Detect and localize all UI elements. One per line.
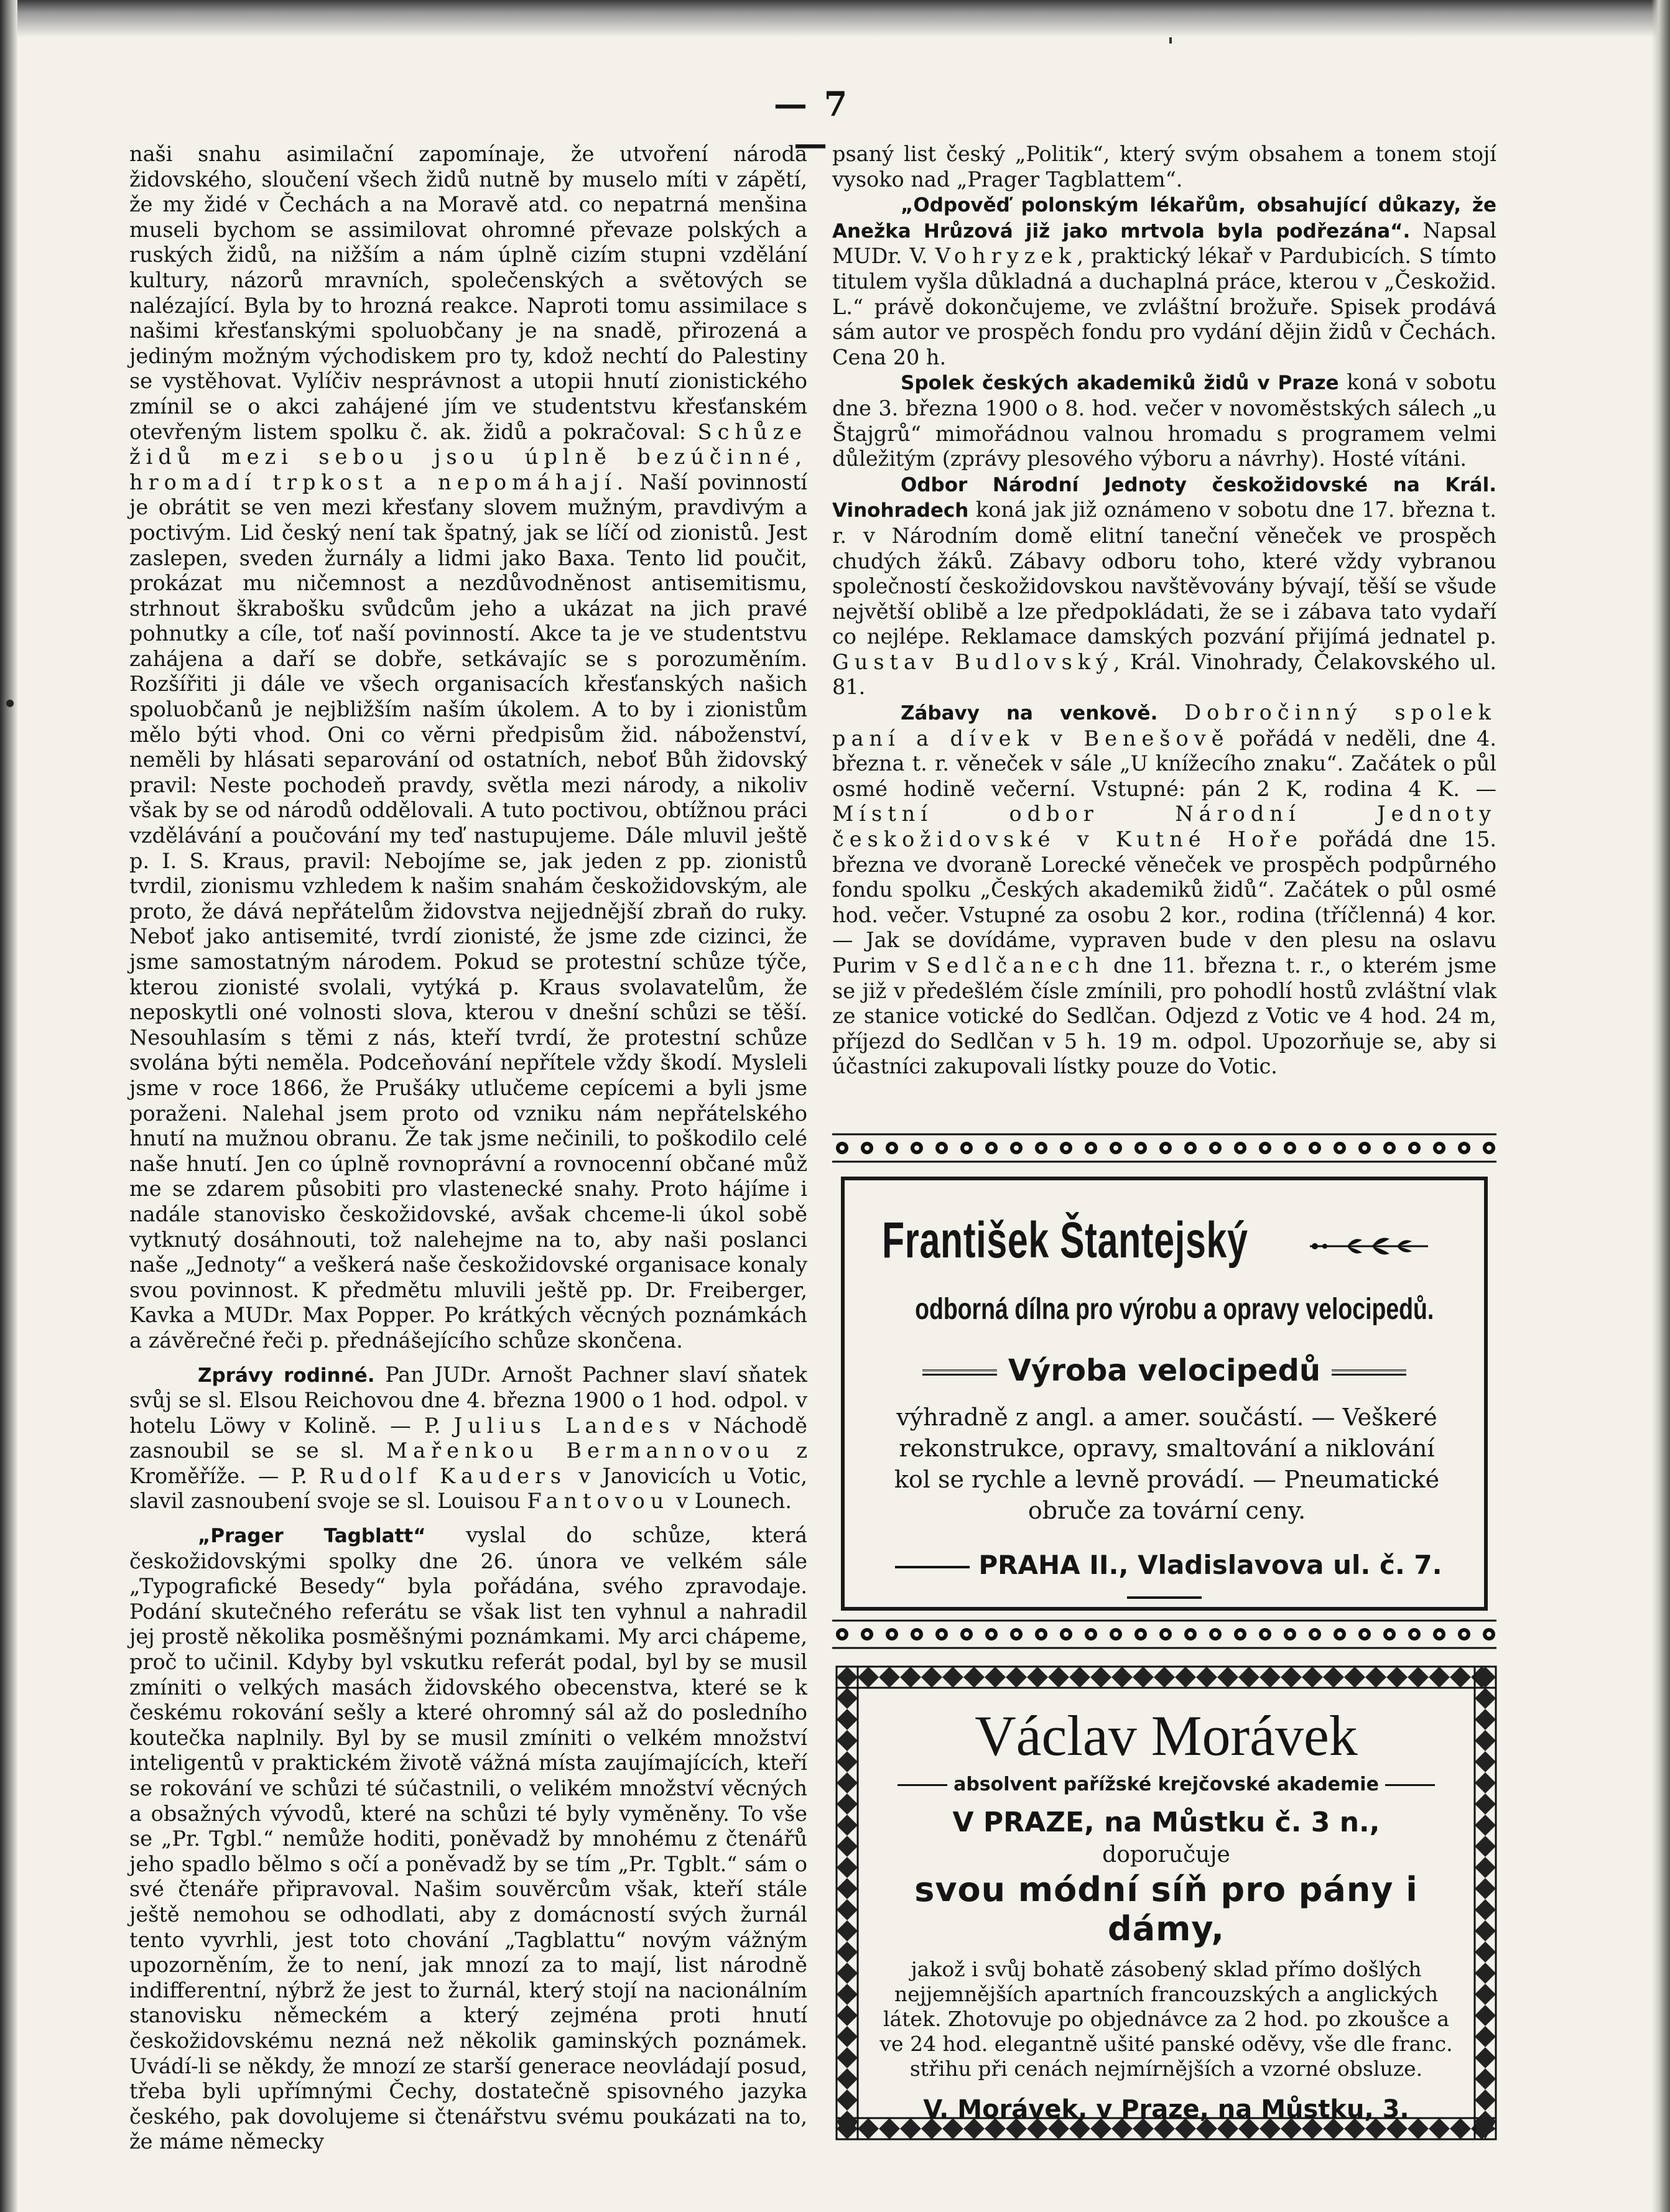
workshop-subtitle: odborná dílna pro výrobu a opravy velocipedů. xyxy=(915,1293,1434,1326)
page-left-shadow xyxy=(0,0,17,2212)
prager-tagblatt-heading: „Prager Tagblatt“ xyxy=(198,1525,426,1548)
spaced-quote: Schůze židů mezi sebou jsou úplně bezúčinné, hromadí trpkost a nepomáhají. xyxy=(129,419,807,494)
brochure-title-heading: „Odpověď polonským lékařům, obsahující důkazy, že Anežka Hrůzová již jako mrtvola byla podřezána“. xyxy=(832,194,1496,243)
production-headline: Výroba velocipedů xyxy=(845,1353,1484,1388)
ornament-frame-top xyxy=(837,1667,1496,1688)
ornament-border-bottom xyxy=(832,1617,1496,1652)
vohryzek-brochure-paragraph: „Odpověď polonským lékařům, obsahující důkazy, že Anežka Hrůzová již jako mrtvola byla podřezána“. Napsal MUDr. V. Vohryzek, praktický lékař v Pardubicích. S tímto titulem vyšla důkladná a duchaplná práce, kterou v „Českožid. L.“ právě dokončujeme, ve zvláštní brožuře. Spisek prodává sám autor ve prospěch fondu pro vydání dějin židů v Čechách. Cena 20 h. xyxy=(832,194,1496,369)
tailor-advertisement xyxy=(837,1667,1496,2139)
tailor-signature: V. Morávek, v Praze, na Můstku, 3. xyxy=(923,2095,1409,2124)
tailor-recommends: doporučuje xyxy=(1102,1842,1230,1867)
vinohrady-branch-heading: Odbor Národní Jednoty českožidovské na Král. Vinohradech xyxy=(832,473,1496,522)
vinohrady-branch-paragraph: Odbor Národní Jednoty českožidovské na Král. Vinohradech koná jak již oznámeno v sobotu dne 17. března t. r. v Národním domě elitní taneční věneček ve prospěch chudých žáků. Zábavy odboru toho, které vždy vybranou společností českožidovskou navštěvovány bývají, těší se všude největší oblibě a lze předpokládati, že se i zábava tato vydaří co nejlépe. Reklamace damských pozvání přijímá jednatel p. Gustav Budlovský, Král. Vinohrady, Čelakovského ul. 81. xyxy=(832,473,1496,700)
binding-hole-mark xyxy=(6,700,14,707)
tailor-tagline: absolvent pařížské krejčovské akademie xyxy=(874,1774,1459,1795)
politik-continuation: psaný list český „Politik“, který svým obsahem a tonem stojí vysoko nad „Prager Tagblattem“. xyxy=(832,142,1496,192)
workshop-description: výhradně z angl. a amer. součástí. — Veškeré rekonstrukce, opravy, smaltování a niklování kol se rychle a levně provádí. — Pneumatické obruče za tovární ceny. xyxy=(894,1404,1440,1524)
academics-society-paragraph: Spolek českých akademiků židů v Praze koná v sobotu dne 3. března 1900 o 8. hod. večer v novoměstských sálech „u Štajgrů“ mimořádnou valnou hromadu s programem velmi důležitým (zprávy plesového výboru a návrhy). Hosté vítáni. xyxy=(832,370,1496,471)
ornament-frame-left xyxy=(837,1667,858,2139)
print-mark xyxy=(1169,37,1172,44)
page-right-shadow xyxy=(1651,0,1670,2212)
advertiser-name: František Štantejský xyxy=(882,1212,1248,1269)
workshop-address: PRAHA II., Vladislavova ul. č. 7. xyxy=(845,1550,1484,1611)
tailor-description: jakož i svůj bohatě zásobený sklad přímo došlých nejjemnějších apartních francouzských a anglických látek. Zhotovuje po objednávce za 2 hod. po zkoušce a ve 24 hod. elegantně ušité panské oděvy, vše dle franc. střihu při cenách nejmírnějších a vzorné obsluze. xyxy=(879,1957,1453,2081)
academics-society-heading: Spolek českých akademiků židů v Praze xyxy=(901,372,1339,395)
country-events-paragraph: Zábavy na venkově. Dobročinný spolek paní a dívek v Benešově pořádá v neděli, dne 4. března t. r. věneček v sále „U knížecího znaku“. Začátek o půl osmé hodině večerní. Vstupné: pán 2 K, rodina 4 K. — Místní odbor Národní Jednoty českožidovské v Kutné Hoře pořádá dne 15. března ve dvoraně Lorecké věneček ve prospěch podpůrného fondu spolku „Českých akademiků židů“. Začátek o půl osmé hod. večer. Vstupné za osobu 2 kor., rodina (tříčlenná) 4 kor. — Jak se dovídáme, vypraven bude v den plesu na oslavu Purim v Sedlčanech dne 11. března t. r., o kterém jsme se již v předešlém čísle zmínili, pro pohodlí hostů zvláštní vlak ze stanice votické do Sedlčan. Odjezd z Votic ve 4 hod. 24 m, příjezd do Sedlčan v 5 h. 19 m. odpol. Upozorňuje se, aby si účastníci zakupovali lístky pouze do Votic. xyxy=(832,700,1497,1079)
page-number: — 7 — xyxy=(773,84,850,164)
left-column xyxy=(129,142,807,2154)
ornament-frame-right xyxy=(1475,1667,1496,2139)
bicycle-workshop-advertisement xyxy=(841,1177,1488,1611)
prager-tagblatt-paragraph: „Prager Tagblatt“ vyslal do schůze, která českožidovskými spolky dne 26. února ve velkém sále „Typografické Besedy“ byla pořádána, svého zpravodaje. Podání skutečného referátu se však list ten vyhnul a nahradil jej prostě několika posměšnými poznámkami. My arci chápeme, proč to učinil. Kdyby byl vskutku referát podal, byl by se musil zmíniti o velkých masách židovského obecenstva, které se k českému rokování sešly a které ohromný sál až do posledního koutečka naplnily. Byl by se musil zmíniti o velkém množství inteligentů v praktickém životě vážná místa zaujímajících, kteří se rokování ve schůzi té súčastnili, o velikém množství věcných a obsažných vývodů, které na schůzi té byly vyměněny. To vše se „Pr. Tgbl.“ nemůže hoditi, poněvadž by mnohému z čtenářů jeho spadlo bělmo s očí a poněvadž by se tím „Pr. Tgblt.“ sám o své čtenáře připravoval. Našim souvěrcům však, kteří stále ještě nemohou se odhodlati, aby z domácností svých žurnál tento vyvrhli, jest toto chování „Tagblattu“ novým vážným upozorněním, že to není, jak mnozí za to mají, list národně indifferentní, nýbrž že jest to žurnál, který stojí na nacionálním stanovisku německém a který zejména proti hnutí českožidovskému nezná než několik gaminských poznámek. Uvádí-li se někdy, že mnozí ze starší generace neovládají posud, třeba byli upřímnými Čechy, dostatečně spisovného jazyka českého, pak dovolujeme si čtenářstvu svému poukázati na to, že máme německy xyxy=(129,1523,807,2154)
tailor-ad-content xyxy=(874,1696,1459,2124)
tailor-name: Václav Morávek xyxy=(975,1704,1358,1767)
zionism-report-paragraph: naši snahu asimilační zapomínaje, že utvoření národa židovského, sloučení všech židů nutně by muselo míti v zápětí, že my židé v Čechách a na Moravě atd. co nepatrná menšina museli bychom se assimilovat ohromné převaze polských a ruských židů, na nižším a nám úplně cizím stupni vzdělání kultury, názorů mravních, společenských a světových se nalézající. Byla by to hrozná reakce. Naproti tomu assimilace s našimi křesťanskými spoluobčany je na snadě, přirozená a jediným možným východiskem pro ty, kdož nechtí do Palestiny se vystěhovat. Vylíčiv nesprávnost a utopii hnutí zionistického zmínil se o akci zahájené jím ve studentstvu křesťanském otevřeným listem spolku č. ak. židů a pokračoval: Schůze židů mezi sebou jsou úplně bezúčinné, hromadí trpkost a nepomáhají. Naší povinností je obrátit se ven mezi křesťany slovem mužným, pravdivým a poctivým. Lid český není tak špatný, jak se líčí od zionistů. Jest zaslepen, sveden žurnály a lidmi jako Baxa. Tento lid poučit, prokázat mu ničemnost a nezdůvodněnost antisemitismu, strhnout škrabošku svůdcům jeho a ukázat na jich pravé pohnutky a cíle, toť naší povinností. Akce ta je ve studentstvu zahájena a daří se dobře, setkávajíc se s porozuměním. Rozšířiti ji dále ve všech organisacích křesťanských našich spoluobčanů je nejbližším naším úkolem. A to by i zionistům mělo býti vhod. Oni co věrni předpisům žid. náboženství, neměli by hlásati separování od ostatních, neboť Bůh židovský pravil: Neste pochodeň pravdy, světla mezi národy, a nikoliv však by se od národů oddělovali. A tuto poctivou, obtížnou práci vzdělávání a poučování my teď nastupujeme. Dále mluvil ještě p. I. S. Kraus, pravil: Nebojíme se, jak jeden z pp. zionistů tvrdil, zionismu vzhledem k našim snahám českožidovským, ale proto, že dává nepřátelům židovstva nejjednější zbraň do ruky. Neboť jako antisemité, tvrdí zionisté, že jsme zde cizinci, že jsme samostatným národem. Pokud se protestní schůze týče, kterou zionisté svolali, vytýká p. Kraus svolavatelům, že neposkytli oné volnosti slova, kterou v dnešní schůzi se těší. Nesouhlasím s těmi z nás, kteří tvrdí, že protestní schůze svolána býti neměla. Podceňování nepřítele vždy škodí. Mysleli jsme v roce 1866, že Prušáky utlučeme cepícemi a byli jsme poraženi. Nalehal jsem proto od vzniku nám nepřátelského hnutí na mužnou obranu. Že tak jsme nečinili, to poškodilo celé naše hnutí. Jen co úplně rovnoprávní a rovnocenní občané můž me se zdarem působiti pro vlastenecké snahy. Proto hájíme i nadále stanovisko českožidovské, avšak chceme-li úkol sobě vytknutý dosáhnouti, tož nalehejme na to, aby naši poslanci naše „Jednoty“ a veškerá naše českožidovské organisace konaly svou povinnost. K předmětu mluvili ještě pp. Dr. Freiberger, Kavka a MUDr. Max Popper. Po krátkých věcných poznámkách a závěrečné řeči p. přednášejícího schůze skončena. xyxy=(129,142,807,1353)
family-news-heading: Zprávy rodinné. xyxy=(198,1364,375,1387)
floral-sprig-icon xyxy=(1310,1234,1434,1259)
tailor-location: V PRAZE, na Můstku č. 3 n., xyxy=(952,1807,1380,1838)
right-column xyxy=(832,142,1496,1118)
tailor-salon: svou módní síň pro pány i dámy, xyxy=(914,1870,1418,1948)
ornament-border-top xyxy=(832,1131,1496,1165)
country-events-heading: Zábavy na venkově. xyxy=(901,702,1158,725)
page-top-shadow xyxy=(0,0,1670,37)
family-news-paragraph: Zprávy rodinné. Pan JUDr. Arnošt Pachner slaví sňatek svůj se sl. Elsou Reichovou dne 4. března 1900 o 1 hod. odpol. v hotelu Löwy v Kolině. — P. Julius Landes v Náchodě zasnoubil se se sl. Mařenkou Bermannovou z Kroměříže. — P. Rudolf Kauders v Janovicích u Votic, slavil zasnoubení svoje se sl. Louisou Fantovou v Lounech. xyxy=(129,1362,807,1514)
